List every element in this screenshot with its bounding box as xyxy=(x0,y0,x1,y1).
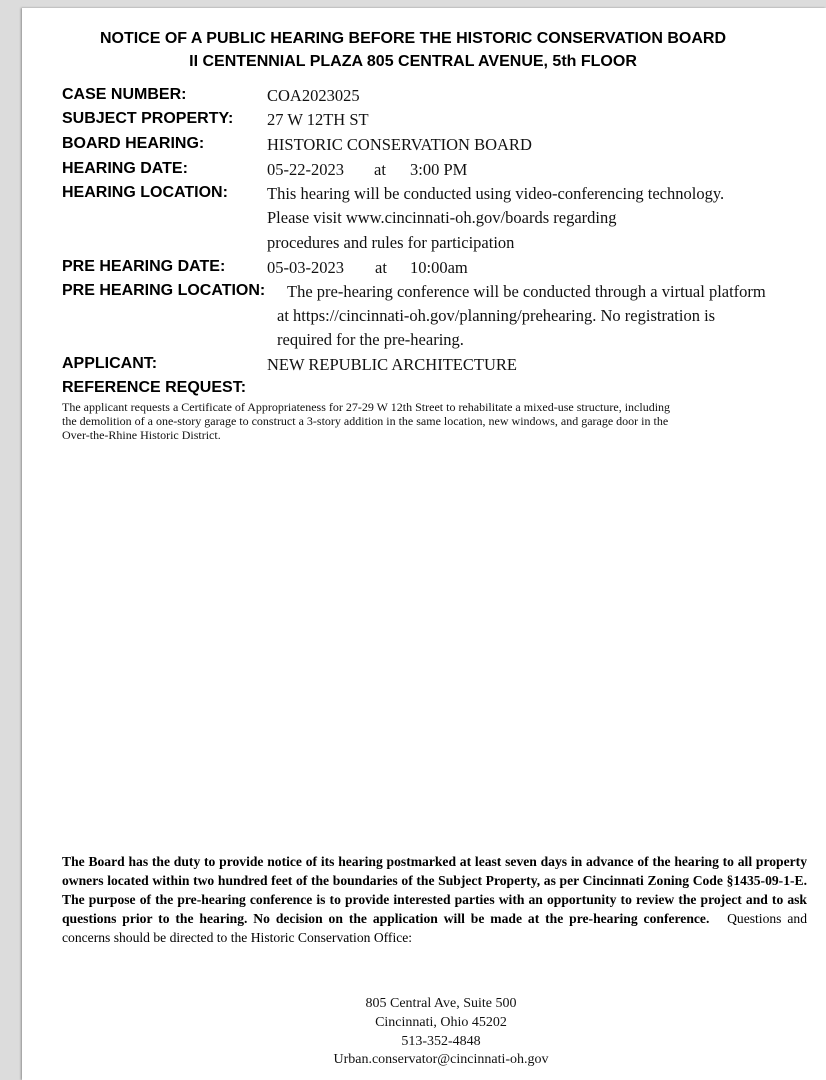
notice-title: NOTICE OF A PUBLIC HEARING BEFORE THE HISTORIC CONSERVATION BOARD xyxy=(99,30,727,47)
contact-city: Cincinnati, Ohio 45202 xyxy=(375,1015,507,1030)
pre-hearing-date-at: at xyxy=(375,258,387,277)
contact-address: 805 Central Ave, Suite 500 xyxy=(365,996,517,1011)
board-hearing-label: BOARD HEARING: xyxy=(62,135,205,152)
hearing-date-at: at xyxy=(374,160,386,179)
reference-request-line: Over-the-Rhine Historic District. xyxy=(62,428,221,442)
reference-request-label: REFERENCE REQUEST: xyxy=(62,379,247,396)
applicant-label: APPLICANT: xyxy=(62,355,158,372)
pre-hearing-location-line: The pre-hearing conference will be conducted through a virtual platform xyxy=(287,282,766,301)
pre-hearing-date-label: PRE HEARING DATE: xyxy=(62,258,226,275)
hearing-location-line: This hearing will be conducted using video-conferencing technology. xyxy=(267,184,725,203)
case-number-label: CASE NUMBER: xyxy=(62,86,187,103)
pre-hearing-location-line: at https://cincinnati-oh.gov/planning/prehearing. No registration is xyxy=(277,306,716,325)
reference-request-line: The applicant requests a Certificate of Appropriateness for 27-29 W 12th Street to rehabilitate a mixed-use structure, including xyxy=(62,400,671,414)
applicant-value: NEW REPUBLIC ARCHITECTURE xyxy=(267,355,517,374)
pre-hearing-location-label: PRE HEARING LOCATION: xyxy=(62,282,266,299)
contact-email: Urban.conservator@cincinnati-oh.gov xyxy=(333,1052,549,1067)
subject-property-label: SUBJECT PROPERTY: xyxy=(62,110,234,127)
pre-hearing-location-line: required for the pre-hearing. xyxy=(277,330,464,349)
notice-plain-text: Questions and concerns should be directed to the Historic Conservation Office: xyxy=(62,911,808,945)
contact-phone: 513-352-4848 xyxy=(401,1034,481,1049)
hearing-location-line: procedures and rules for participation xyxy=(267,233,515,252)
notice-paragraph xyxy=(62,852,807,947)
hearing-date-label: HEARING DATE: xyxy=(62,160,188,177)
pre-hearing-date-value: 05-03-2023 xyxy=(267,258,344,277)
notice-address: II CENTENNIAL PLAZA 805 CENTRAL AVENUE, 5th FLOOR xyxy=(189,53,637,70)
hearing-location-line: Please visit www.cincinnati-oh.gov/boards regarding xyxy=(267,208,617,227)
reference-request-line: the demolition of a one-story garage to construct a 3-story addition in the same location, new windows, and garage door in the xyxy=(62,414,669,428)
board-hearing-value: HISTORIC CONSERVATION BOARD xyxy=(267,135,532,154)
hearing-date-value: 05-22-2023 xyxy=(267,160,344,179)
notice-bold-text: The Board has the duty to provide notice of its hearing postmarked at least seven days in advance of the hearing to all property owners located within two hundred feet of the boundaries of the Subject Property, as per Cincinnati Zoning Code §1435-09-1-E. The purpose of the pre-hearing conference is to provide interested parties with an opportunity to review the project and to ask questions prior to the hearing. No decision on the application will be made at the pre-hearing conference. xyxy=(62,854,807,926)
hearing-time-value: 3:00 PM xyxy=(410,160,468,179)
pre-hearing-time-value: 10:00am xyxy=(410,258,468,277)
case-number-value: COA2023025 xyxy=(267,86,360,105)
hearing-location-label: HEARING LOCATION: xyxy=(62,184,228,201)
subject-property-value: 27 W 12TH ST xyxy=(267,110,369,129)
